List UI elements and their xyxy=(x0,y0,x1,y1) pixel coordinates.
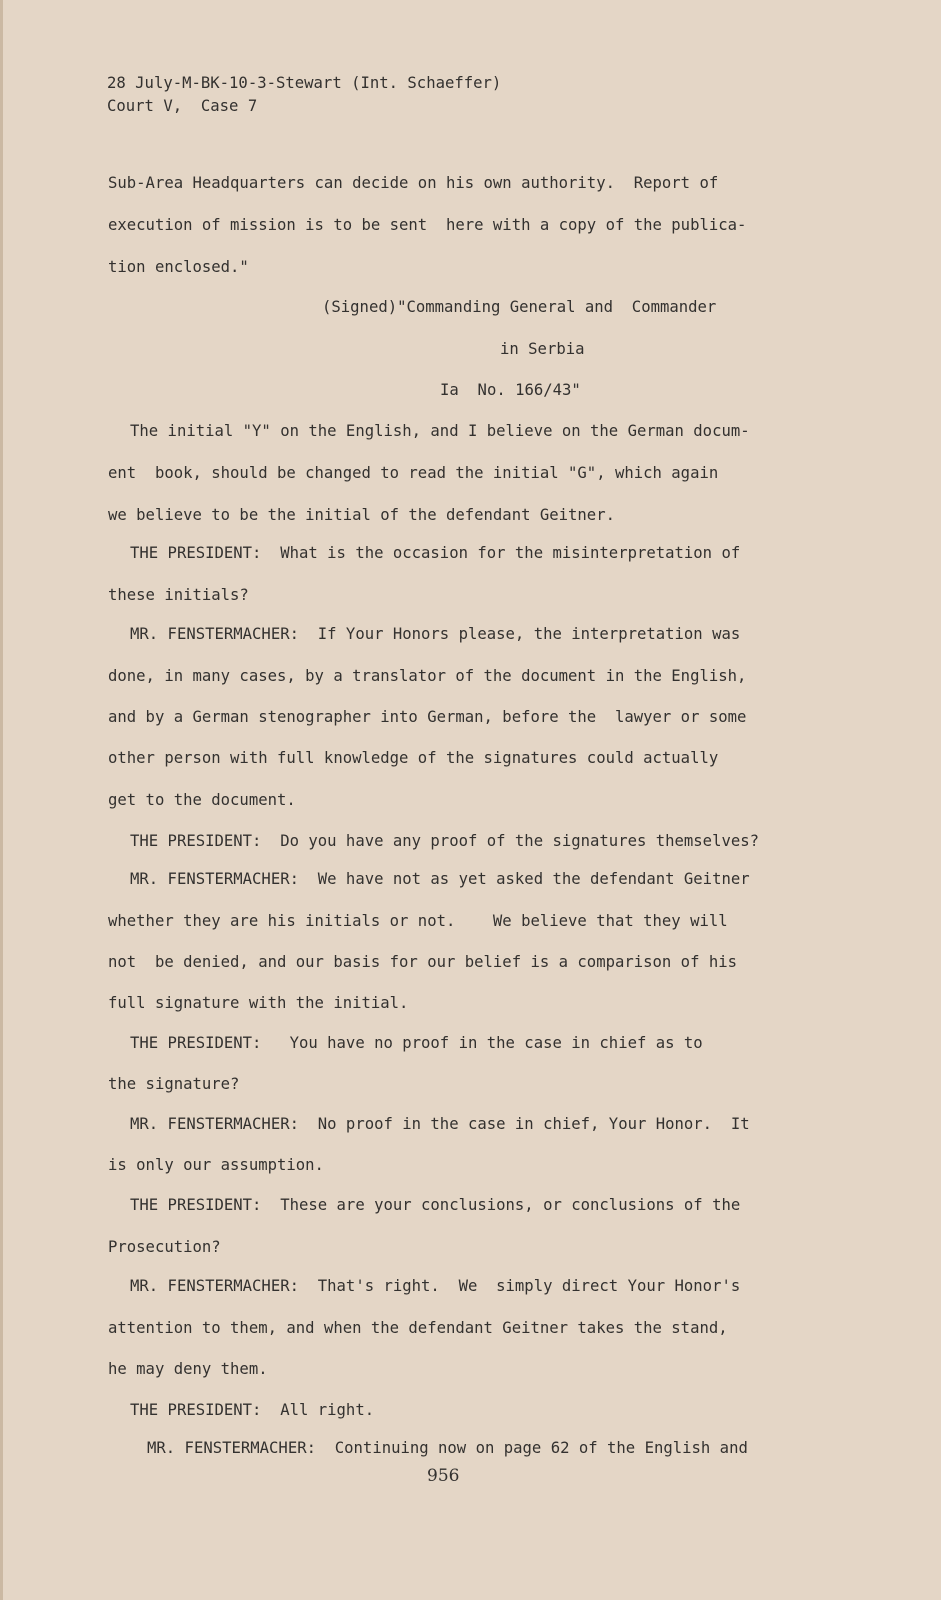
body-line: is only our assumption. xyxy=(108,1156,324,1174)
signature-line: Ia No. 166/43" xyxy=(440,381,581,399)
body-line: The initial "Y" on the English, and I believe on the German docum- xyxy=(130,422,750,440)
body-line: ent book, should be changed to read the initial "G", which again xyxy=(108,464,719,482)
body-line: and by a German stenographer into German, before the lawyer or some xyxy=(108,708,747,726)
body-line: get to the document. xyxy=(108,791,296,809)
body-line: full signature with the initial. xyxy=(108,994,409,1012)
body-line: Prosecution? xyxy=(108,1238,221,1256)
body-line: MR. FENSTERMACHER: We have not as yet asked the defendant Geitner xyxy=(130,870,750,888)
body-line: execution of mission is to be sent here with a copy of the publica- xyxy=(108,216,747,234)
body-line: he may deny them. xyxy=(108,1360,268,1378)
body-line: other person with full knowledge of the signatures could actually xyxy=(108,749,719,767)
body-line: done, in many cases, by a translator of the document in the English, xyxy=(108,667,747,685)
body-line: the signature? xyxy=(108,1075,240,1093)
body-line: attention to them, and when the defendant Geitner takes the stand, xyxy=(108,1319,728,1337)
body-line: THE PRESIDENT: What is the occasion for the misinterpretation of xyxy=(130,544,741,562)
body-line: we believe to be the initial of the defendant Geitner. xyxy=(108,506,615,524)
body-line: THE PRESIDENT: These are your conclusions, or conclusions of the xyxy=(130,1196,741,1214)
body-line: whether they are his initials or not. We believe that they will xyxy=(108,912,728,930)
body-line: tion enclosed." xyxy=(108,258,249,276)
body-line: not be denied, and our basis for our belief is a comparison of his xyxy=(108,953,738,971)
signature-line: (Signed)"Commanding General and Commander xyxy=(322,298,717,316)
body-line: these initials? xyxy=(108,586,249,604)
body-line: THE PRESIDENT: Do you have any proof of the signatures themselves? xyxy=(130,832,760,850)
signature-line: in Serbia xyxy=(500,340,585,358)
body-line: Sub-Area Headquarters can decide on his own authority. Report of xyxy=(108,174,719,192)
header-line-2: Court V, Case 7 xyxy=(107,97,258,115)
body-line: MR. FENSTERMACHER: Continuing now on page 62 of the English and xyxy=(147,1439,748,1457)
page-edge xyxy=(0,0,3,1600)
header-line-1: 28 July-M-BK-10-3-Stewart (Int. Schaeffer) xyxy=(107,74,502,92)
page-number: 956 xyxy=(427,1466,460,1486)
body-line: THE PRESIDENT: All right. xyxy=(130,1401,375,1419)
body-line: MR. FENSTERMACHER: That's right. We simply direct Your Honor's xyxy=(130,1277,741,1295)
body-line: MR. FENSTERMACHER: No proof in the case in chief, Your Honor. It xyxy=(130,1115,750,1133)
body-line: THE PRESIDENT: You have no proof in the case in chief as to xyxy=(130,1034,703,1052)
body-line: MR. FENSTERMACHER: If Your Honors please, the interpretation was xyxy=(130,625,741,643)
